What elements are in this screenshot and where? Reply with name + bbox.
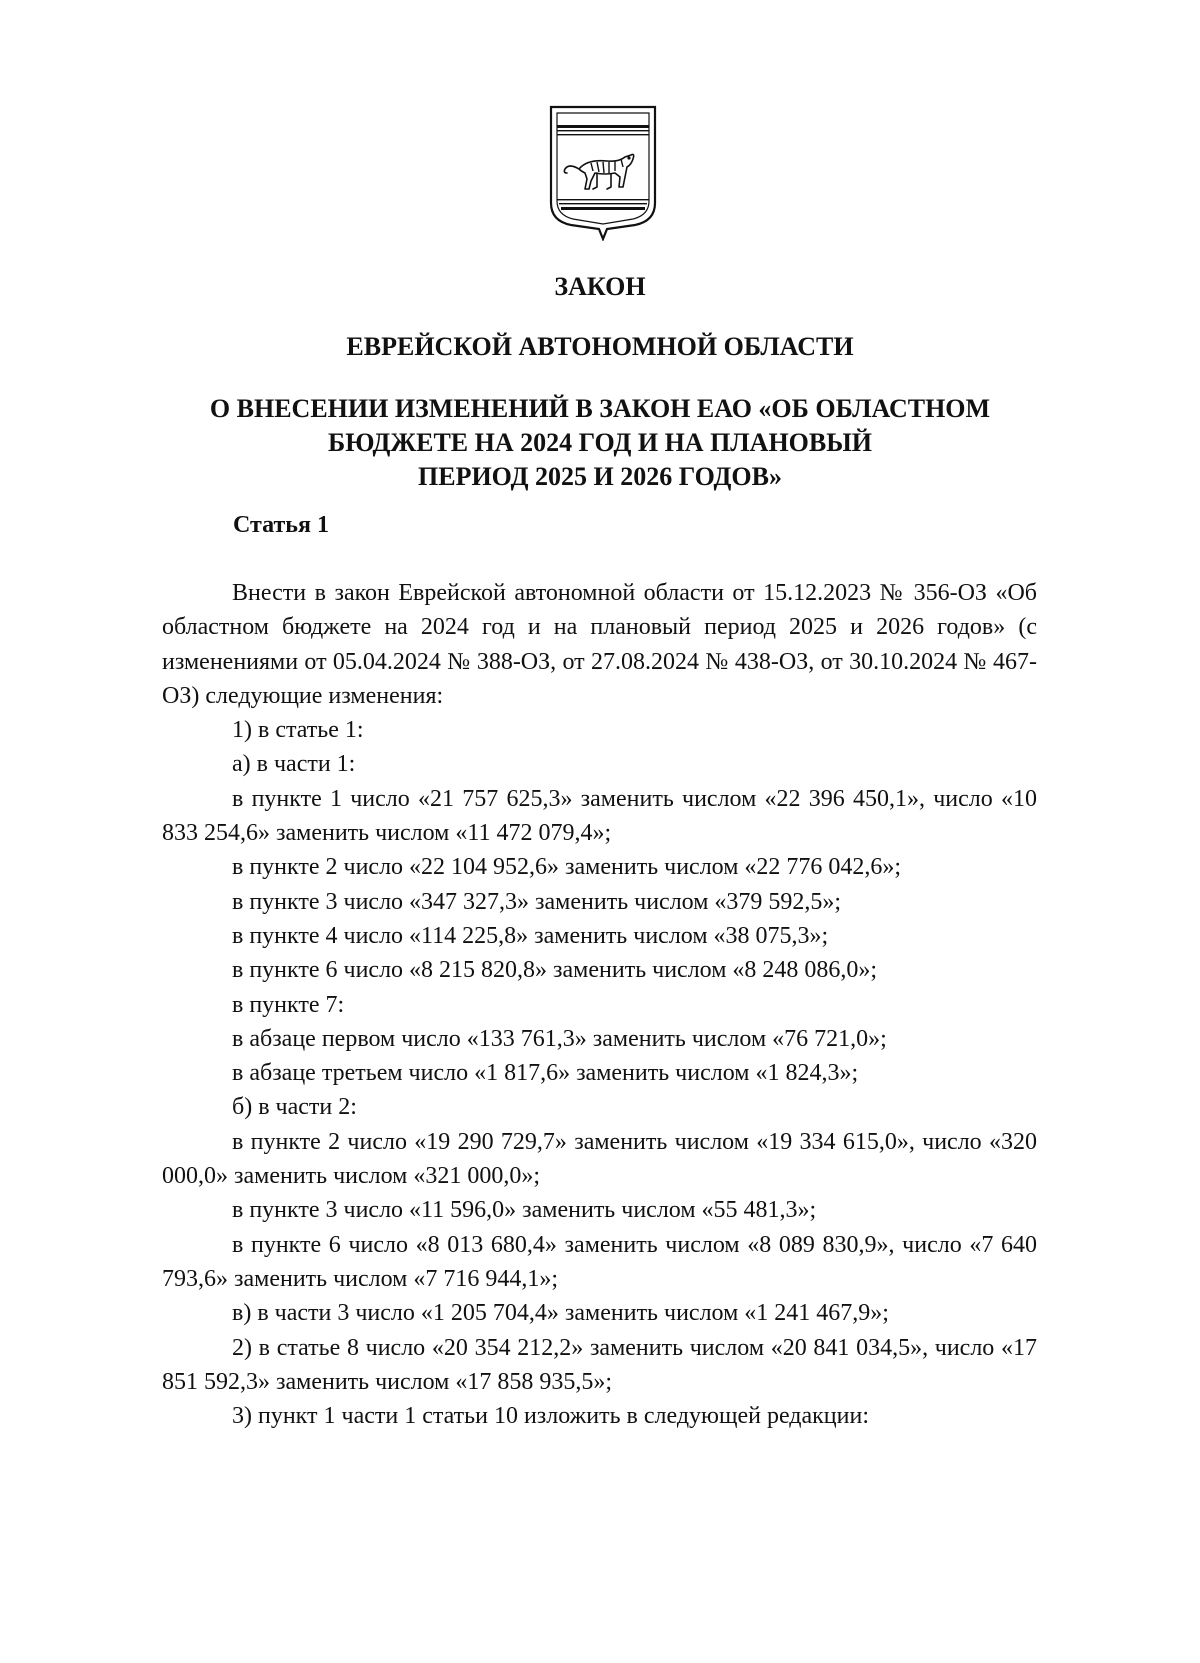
- paragraph: в пункте 2 число «19 290 729,7» заменить числом «19 334 615,0», число «320 000,0» заменить числом «321 000,0»;: [162, 1128, 1037, 1190]
- article-body: [162, 576, 1037, 1433]
- law-title-line: ПЕРИОД 2025 И 2026 ГОДОВ»: [418, 462, 782, 491]
- paragraph: 1) в статье 1:: [232, 717, 364, 744]
- law-title-line: БЮДЖЕТЕ НА 2024 ГОД И НА ПЛАНОВЫЙ: [328, 428, 872, 457]
- coat-of-arms: [547, 103, 659, 241]
- paragraph: в пункте 6 число «8 013 680,4» заменить числом «8 089 830,9», число «7 640 793,6» заменить числом «7 716 944,1»;: [162, 1231, 1037, 1292]
- paragraph: 3) пункт 1 части 1 статьи 10 изложить в следующей редакции:: [232, 1403, 869, 1430]
- paragraph: в пункте 2 число «22 104 952,6» заменить числом «22 776 042,6»;: [232, 854, 902, 881]
- law-title-line: О ВНЕСЕНИИ ИЗМЕНЕНИЙ В ЗАКОН ЕАО «ОБ ОБЛАСТНОМ: [209, 394, 991, 423]
- paragraph: 2) в статье 8 число «20 354 212,2» заменить числом «20 841 034,5», число «17 851 592,3» заменить числом «17 858 935,5»;: [162, 1334, 1037, 1395]
- article-title: Статья 1: [233, 512, 329, 538]
- paragraph: в пункте 7:: [232, 991, 345, 1018]
- paragraph: в пункте 6 число «8 215 820,8» заменить числом «8 248 086,0»;: [232, 957, 878, 984]
- law-title: [0, 392, 1200, 494]
- paragraph: в пункте 1 число «21 757 625,3» заменить числом «22 396 450,1», число «10 833 254,6» заменить числом «11 472 079,4»;: [162, 785, 1037, 847]
- paragraph: в пункте 3 число «11 596,0» заменить числом «55 481,3»;: [232, 1197, 817, 1224]
- paragraph: в пункте 4 число «114 225,8» заменить числом «38 075,3»;: [232, 922, 829, 949]
- region-heading: ЕВРЕЙСКОЙ АВТОНОМНОЙ ОБЛАСТИ: [346, 332, 854, 361]
- paragraph: в абзаце первом число «133 761,3» заменить числом «76 721,0»;: [232, 1025, 887, 1052]
- paragraph: б) в части 2:: [232, 1094, 357, 1121]
- paragraph: в пункте 3 число «347 327,3» заменить числом «379 592,5»;: [232, 888, 842, 915]
- tiger-coat-of-arms-icon: [547, 103, 659, 241]
- law-heading: ЗАКОН: [554, 272, 646, 301]
- paragraph: а) в части 1:: [232, 751, 356, 778]
- paragraph: в абзаце третьем число «1 817,6» заменить числом «1 824,3»;: [232, 1060, 859, 1087]
- paragraph: в) в части 3 число «1 205 704,4» заменить числом «1 241 467,9»;: [232, 1300, 889, 1327]
- paragraph: Внести в закон Еврейской автономной области от 15.12.2023 № 356-ОЗ «Об областном бюджете на 2024 год и на плановый период 2025 и 2026 годов» (с изменениями от 05.04.2024 № 388-ОЗ, от 27.08.2024 № 438-ОЗ, от 30.10.2024 № 467-ОЗ) следующие изменения:: [162, 580, 1037, 709]
